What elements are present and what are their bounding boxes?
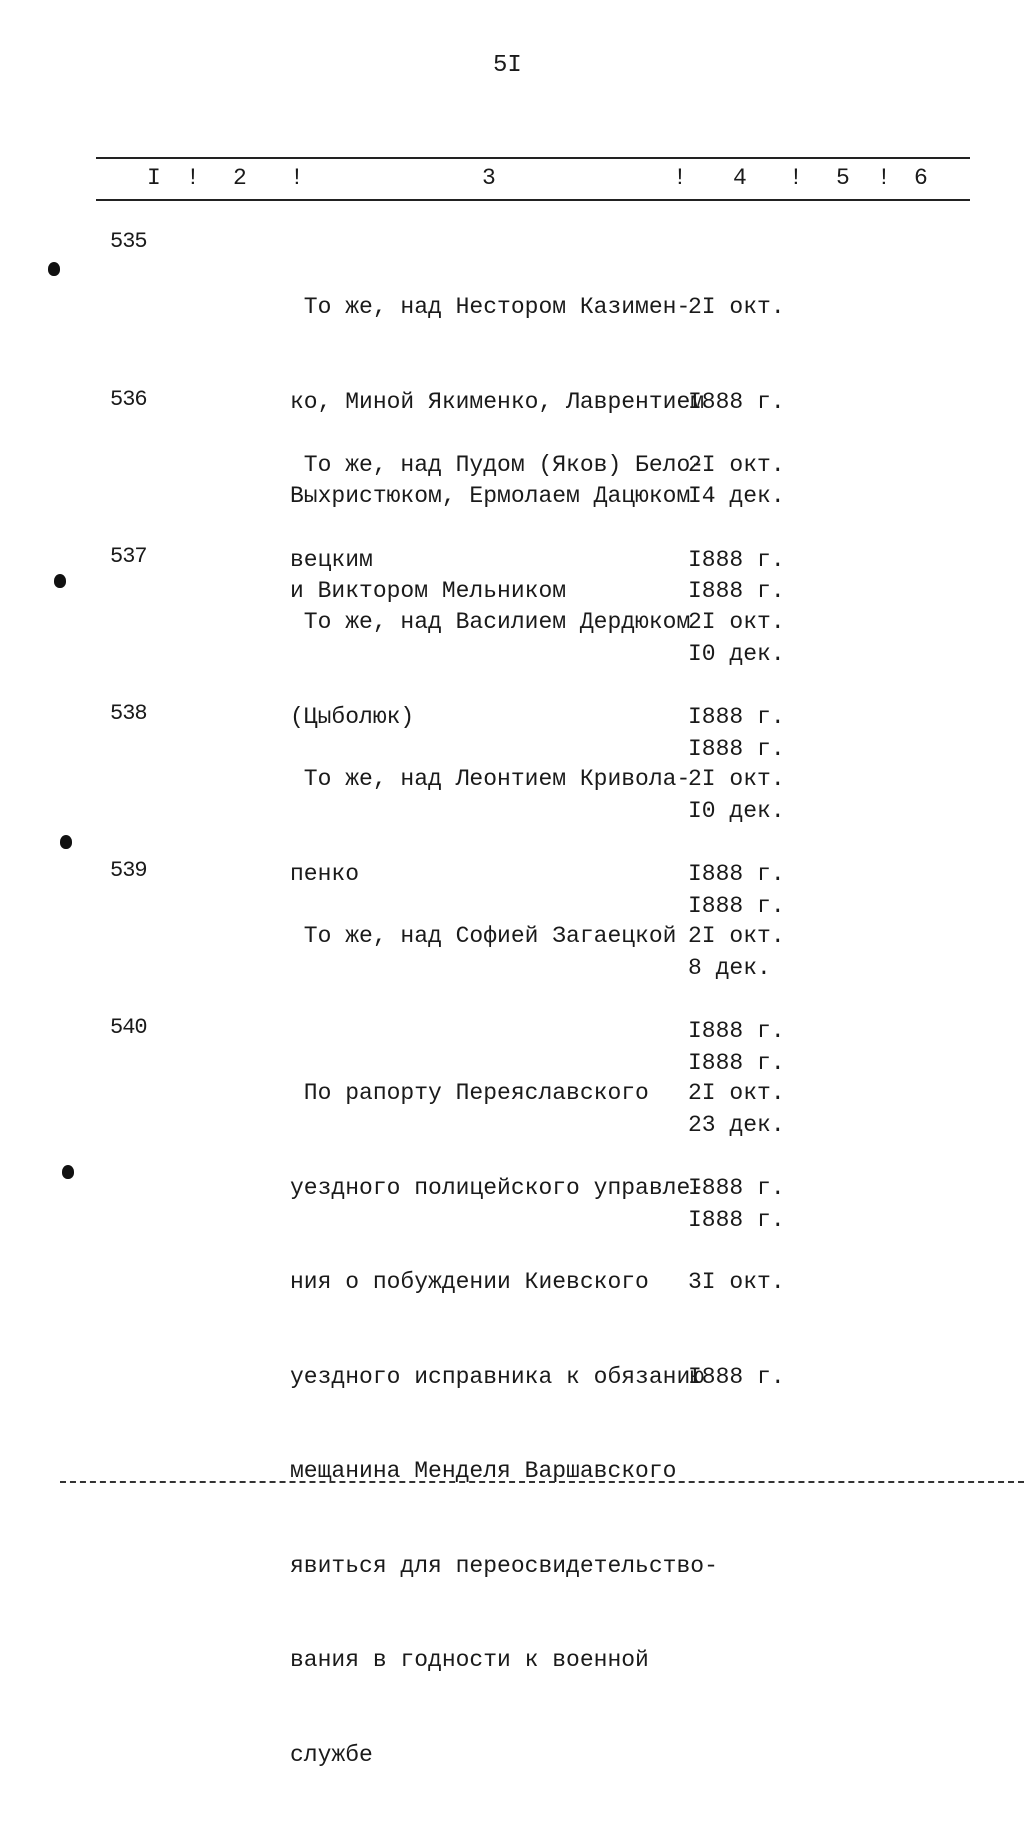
date-line: 2I окт. (688, 452, 785, 478)
date-line: I888 г. (688, 388, 785, 415)
description-line: ко, Миной Якименко, Лаврентием (290, 388, 705, 415)
date-line: I888 г. (688, 546, 785, 573)
column-header-2: 2 (233, 165, 247, 191)
column-header-1: I (147, 165, 161, 191)
column-header-6: 6 (914, 165, 928, 191)
description-line: службе (290, 1741, 373, 1768)
date-line: I888 г. (688, 577, 785, 604)
description-line: явиться для переосвидетельство- (290, 1552, 718, 1579)
column-header-3: 3 (482, 165, 496, 191)
column-separator: ! (673, 165, 687, 191)
description-line: То же, над Нестором Казимен- (290, 294, 691, 320)
bottom-edge-line (60, 1481, 1024, 1483)
entry-dates (688, 1015, 798, 1456)
column-separator: ! (290, 165, 304, 191)
date-line: I888 г. (688, 735, 785, 762)
entry-number: 540 (110, 1015, 147, 1040)
date-line: I888 г. (688, 1017, 785, 1044)
date-line: 23 дек. (688, 1112, 785, 1138)
binding-hole-mark (48, 262, 60, 276)
description-line: То же, над Софией Загаецкой (290, 923, 677, 949)
entry-number: 537 (110, 544, 147, 569)
entry-number: 535 (110, 229, 147, 254)
page-number: 5I (493, 52, 522, 79)
date-line: 2I окт. (688, 1080, 785, 1106)
column-separator: ! (789, 165, 803, 191)
description-line: Выхристюком, Ермолаем Дацюком (290, 483, 691, 509)
entry-number: 538 (110, 701, 147, 726)
binding-hole-mark (62, 1165, 74, 1179)
description-line: уездного полицейского управле- (290, 1174, 705, 1201)
date-line: 8 дек. (688, 955, 771, 981)
entry-number: 539 (110, 858, 147, 883)
column-header-5: 5 (836, 165, 850, 191)
entry-description (290, 1015, 718, 1834)
entry-number: 536 (110, 387, 147, 412)
description-line: То же, над Леонтием Кривола- (290, 766, 691, 792)
description-line: вецким (290, 546, 373, 573)
date-line: I888 г. (688, 703, 785, 730)
date-line: 3I окт. (688, 1269, 785, 1295)
binding-hole-mark (54, 574, 66, 588)
date-line: I888 г. (688, 1049, 785, 1076)
description-line: По рапорту Переяславского (290, 1080, 649, 1106)
date-line: I888 г. (688, 1363, 785, 1390)
column-header-4: 4 (733, 165, 747, 191)
date-line: 2I окт. (688, 609, 785, 635)
column-separator: ! (186, 165, 200, 191)
date-line: I888 г. (688, 1206, 785, 1233)
date-line: I888 г. (688, 860, 785, 887)
binding-hole-mark (60, 835, 72, 849)
date-line: I888 г. (688, 892, 785, 919)
description-line: вания в годности к военной (290, 1647, 649, 1673)
description-line: (Цыболюк) (290, 703, 415, 730)
header-top-rule (96, 157, 970, 159)
date-line: 2I окт. (688, 294, 785, 320)
header-bottom-rule (96, 199, 970, 201)
date-line: 2I окт. (688, 923, 785, 949)
date-line: I4 дек. (688, 483, 785, 509)
date-line: I888 г. (688, 1174, 785, 1201)
description-line: и Виктором Мельником (290, 577, 567, 604)
description-line: мещанина Менделя Варшавского (290, 1458, 677, 1484)
column-separator: ! (877, 165, 891, 191)
date-line: I0 дек. (688, 641, 785, 667)
description-line: пенко (290, 860, 360, 887)
column-header-row (0, 165, 1024, 193)
description-line: То же, над Пудом (Яков) Бело- (290, 452, 705, 478)
entry-description (290, 858, 690, 1016)
date-line: 2I окт. (688, 766, 785, 792)
date-line: I0 дек. (688, 798, 785, 824)
description-line: уездного исправника к обязанию (290, 1363, 705, 1390)
description-line: ния о побуждении Киевского (290, 1269, 649, 1295)
description-line: То же, над Василием Дердюком (290, 609, 691, 635)
